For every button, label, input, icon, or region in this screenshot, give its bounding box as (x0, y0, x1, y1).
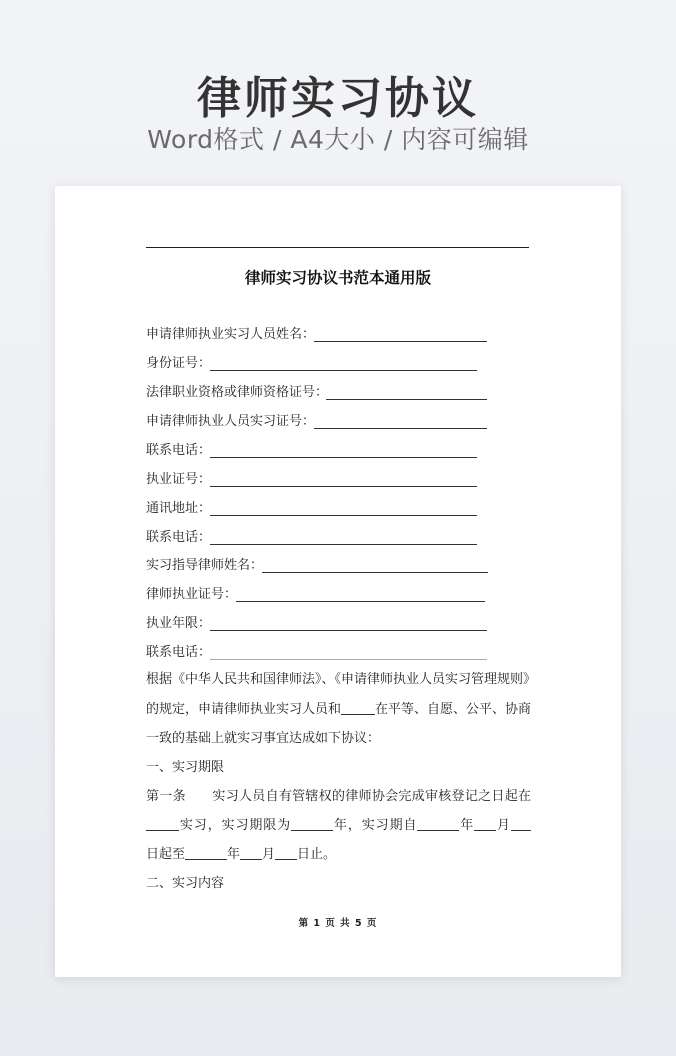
section-heading-content: 二、实习内容 (146, 876, 225, 891)
blank-end-month[interactable] (240, 846, 262, 860)
article-1-line-2 (146, 814, 531, 833)
blank-firm[interactable] (146, 817, 179, 831)
document-page (55, 186, 621, 977)
article-text: 日止。 (297, 847, 337, 862)
intro-line-1: 根据《中华人民共和国律师法》、《申请律师执业人员实习管理规则》 (146, 672, 537, 687)
field-label: 联系电话： (146, 530, 212, 545)
field-label: 申请律师执业人员实习证号： (146, 414, 316, 429)
field-practice-years (146, 612, 211, 632)
field-blank-line[interactable] (210, 659, 487, 660)
field-blank-line[interactable] (210, 486, 477, 487)
blank-party-name[interactable] (341, 701, 375, 715)
field-label: 联系电话： (146, 645, 212, 660)
field-supervisor-license (146, 583, 237, 603)
field-label: 通讯地址： (146, 501, 212, 516)
document-title: 律师实习协议书范本通用版 (244, 269, 431, 287)
field-label: 法律职业资格或律师资格证号： (146, 385, 329, 400)
field-blank-line[interactable] (326, 399, 487, 400)
header-rule (146, 247, 529, 248)
field-blank-line[interactable] (314, 428, 487, 429)
article-text: 月 (262, 847, 276, 862)
field-blank-line[interactable] (210, 370, 477, 371)
blank-end-day[interactable] (275, 846, 297, 860)
field-blank-line[interactable] (210, 630, 487, 631)
field-license-number (146, 468, 211, 488)
field-label: 身份证号： (146, 356, 212, 371)
field-label: 联系电话： (146, 443, 212, 458)
field-supervisor-name (146, 554, 263, 574)
blank-start-year[interactable] (417, 817, 459, 831)
blank-end-year[interactable] (185, 846, 227, 860)
article-text: 年 (459, 818, 475, 833)
field-blank-line[interactable] (262, 572, 488, 573)
article-1-line-3 (146, 843, 531, 862)
field-blank-line[interactable] (210, 457, 477, 458)
intro-text: 的规定，申请律师执业实习人员和 (146, 702, 342, 717)
article-1-line-1: 第一条 实习人员自有管辖权的律师协会完成审核登记之日起在 (146, 789, 531, 804)
article-text: 年，实习期自 (333, 818, 418, 833)
field-applicant-name (146, 323, 315, 343)
field-label: 律师执业证号： (146, 587, 238, 602)
article-text: 年 (227, 847, 241, 862)
page-title: 律师实习协议 (197, 73, 479, 124)
article-text: 实习，实习期限为 (179, 818, 292, 833)
field-phone-3 (146, 641, 211, 661)
field-phone-1 (146, 439, 211, 459)
blank-start-day[interactable] (511, 817, 531, 831)
field-blank-line[interactable] (236, 601, 485, 602)
field-blank-line[interactable] (210, 515, 477, 516)
page-subtitle: Word格式 / A4大小 / 内容可编辑 (147, 125, 529, 154)
field-id-number (146, 352, 211, 372)
field-label: 执业证号： (146, 472, 212, 487)
intro-line-3: 一致的基础上就实习事宜达成如下协议： (146, 731, 381, 746)
blank-start-month[interactable] (474, 817, 496, 831)
blank-years[interactable] (291, 817, 333, 831)
field-address (146, 497, 211, 517)
intro-text: 在平等、自愿、公平、协商 (375, 702, 532, 717)
section-heading-term: 一、实习期限 (146, 760, 225, 775)
field-blank-line[interactable] (314, 341, 487, 342)
field-label: 申请律师执业实习人员姓名： (146, 327, 316, 342)
field-label: 实习指导律师姓名： (146, 558, 264, 573)
article-text: 日起至 (146, 847, 186, 862)
page-number: 第 1 页 共 5 页 (298, 918, 378, 929)
article-text: 月 (496, 818, 511, 833)
intro-line-2 (146, 698, 531, 717)
field-intern-certificate (146, 410, 315, 430)
field-phone-2 (146, 526, 211, 546)
field-qualification-number (146, 381, 328, 401)
field-label: 执业年限： (146, 616, 212, 631)
field-blank-line[interactable] (210, 544, 477, 545)
